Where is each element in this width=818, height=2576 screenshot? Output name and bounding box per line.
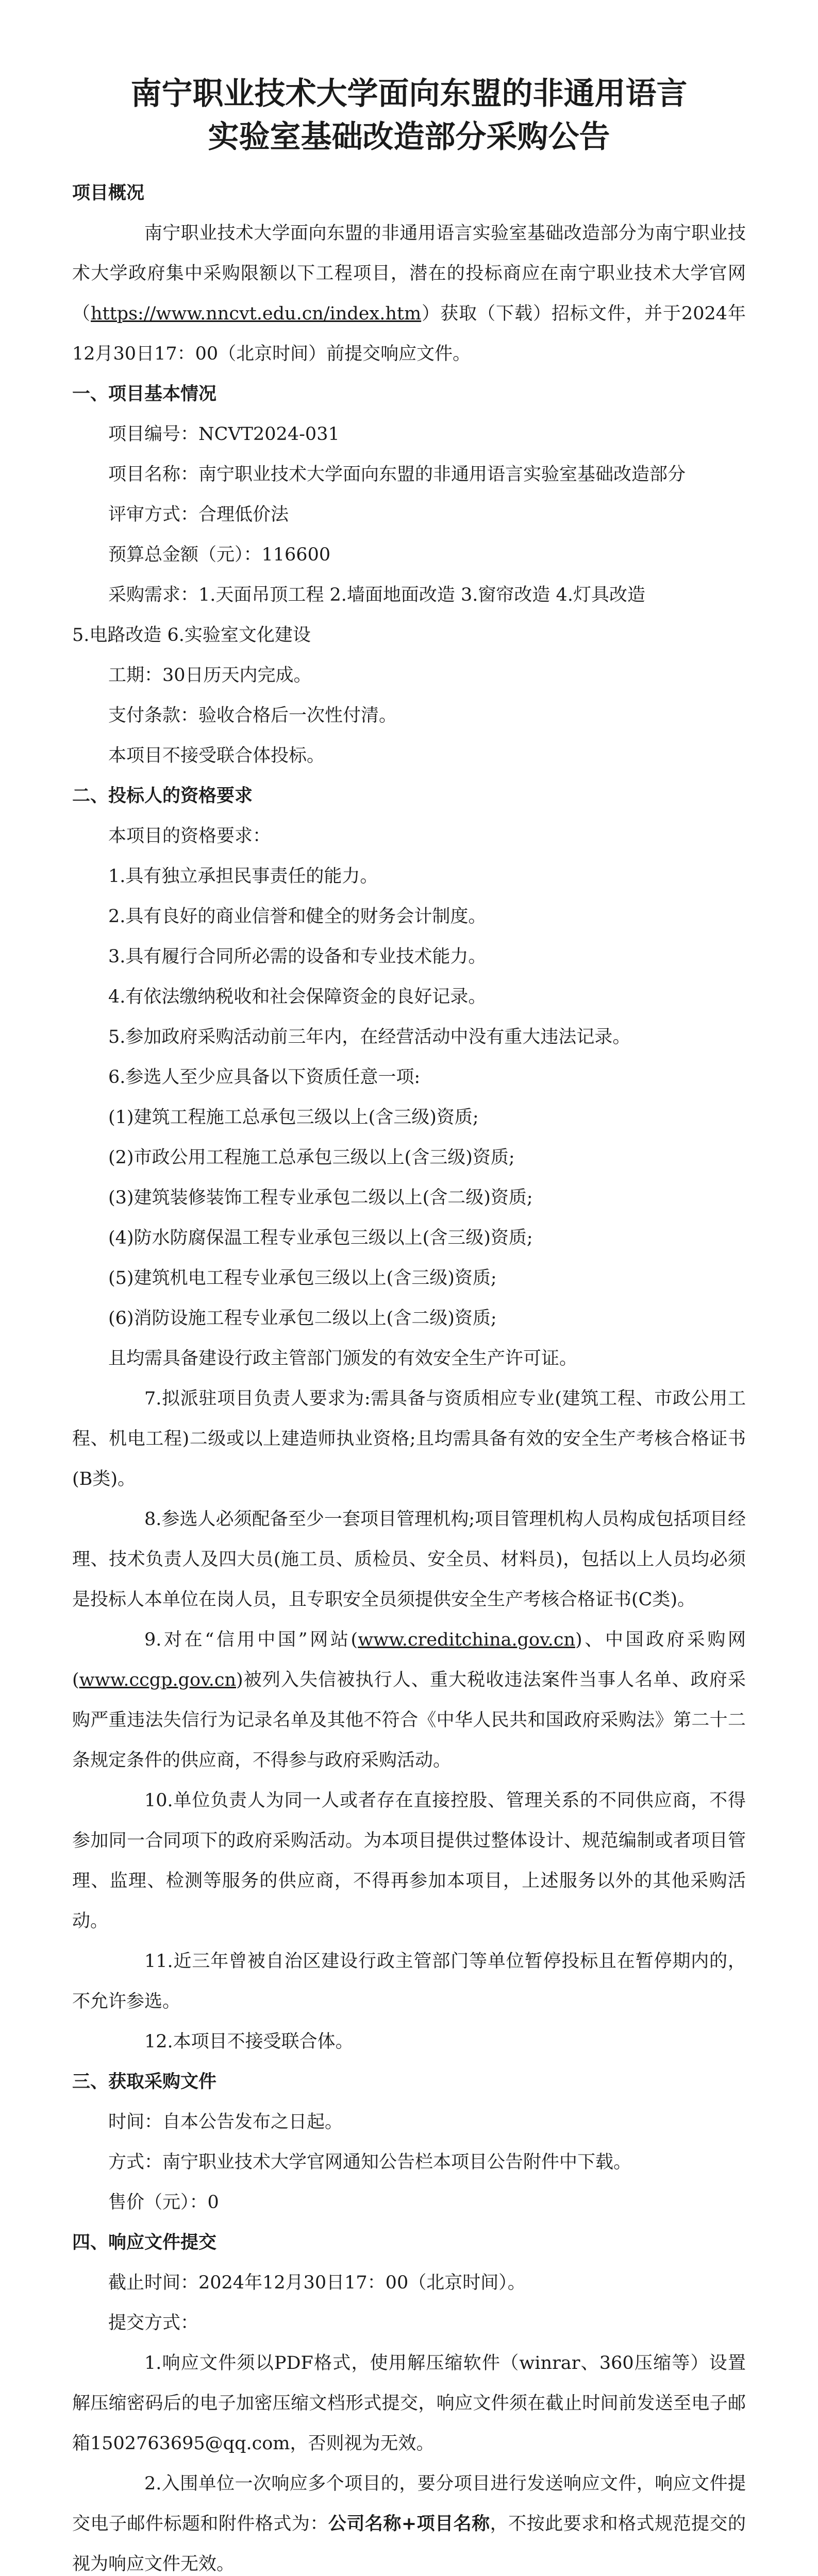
overview-text-a: 南宁职业技术大学面向东盟的非通用语言实验室基础改造部分为南宁职业技术大学政府集中采购限额以下工程项目，潜在的投标商应在南宁职业技术大学官网（ <box>72 223 746 324</box>
submission-method: 提交方式： <box>108 2313 199 2333</box>
submission-deadline: 截止时间：2024年12月30日17：00（北京时间）。 <box>108 2273 526 2293</box>
submission-rule-2 <box>72 2464 746 2576</box>
overview-heading: 项目概况 <box>72 183 145 204</box>
requirement-3: 3.具有履行合同所必需的设备和专业技术能力。 <box>108 946 487 967</box>
project-number: 项目编号：NCVT2024-031 <box>108 424 340 445</box>
project-name: 项目名称：南宁职业技术大学面向东盟的非通用语言实验室基础改造部分 <box>108 464 686 485</box>
payment-terms: 支付条款：验收合格后一次性付清。 <box>108 705 397 726</box>
submission-rule-1: 1.响应文件须以PDF格式，使用解压缩软件（winrar、360压缩等）设置解压缩密码后的电子加密压缩文档形式提交，响应文件须在截止时间前发送至电子邮箱1502763695@qq.com，否则视为无效。 <box>72 2353 746 2454</box>
section-3-heading: 三、获取采购文件 <box>72 2072 217 2092</box>
requirement-9 <box>72 1620 746 1781</box>
overview-url-link[interactable]: https://www.nncvt.edu.cn/index.htm <box>91 303 422 324</box>
requirement-9-text-a: 9.对在“信用中国”网站( <box>144 1630 358 1650</box>
qualification-item: (6)消防设施工程专业承包二级以上(含二级)资质; <box>108 1308 497 1329</box>
safety-license-note: 且均需具备建设行政主管部门颁发的有效安全生产许可证。 <box>108 1348 578 1369</box>
section-1-heading: 一、项目基本情况 <box>72 384 217 404</box>
procurement-needs: 采购需求：1.天面吊顶工程 2.墙面地面改造 3.窗帘改造 4.灯具改造 <box>108 585 645 605</box>
construction-period: 工期：30日历天内完成。 <box>108 665 312 686</box>
submission-rule-2-text-b: ，不按此要求和格式规范提交的视为响应文件无效。 <box>72 2514 746 2574</box>
qualification-intro: 本项目的资格要求： <box>108 826 271 846</box>
obtain-time: 时间：自本公告发布之日起。 <box>108 2112 343 2132</box>
qualification-item: (4)防水防腐保温工程专业承包三级以上(含三级)资质; <box>108 1228 533 1248</box>
requirement-9-text-b: )、中国政府采购网( <box>72 1630 746 1690</box>
ccgp-link[interactable]: www.ccgp.gov.cn <box>79 1670 237 1690</box>
requirement-12: 12.本项目不接受联合体。 <box>144 2031 354 2052</box>
qualification-item: (2)市政公用工程施工总承包三级以上(含三级)资质; <box>108 1147 515 1168</box>
requirement-9-text-c: )被列入失信被执行人、重大税收违法案件当事人名单、政府采购严重违法失信行为记录名单及其他不符合《中华人民共和国政府采购法》第二十二条规定条件的供应商，不得参与政府采购活动。 <box>72 1670 746 1771</box>
overview-text-b: ）获取（下载）招标文件，并于2024年12月30日17：00（北京时间）前提交响应文件。 <box>72 303 746 364</box>
title-line-1: 南宁职业技术大学面向东盟的非通用语言 <box>130 76 688 112</box>
submission-rule-2-text-a: 2.入围单位一次响应多个项目的，要分项目进行发送响应文件，响应文件提交电子邮件标题和附件格式为： <box>72 2473 746 2534</box>
requirement-4: 4.有依法缴纳税收和社会保障资金的良好记录。 <box>108 987 487 1007</box>
requirement-10: 10.单位负责人为同一人或者存在直接控股、管理关系的不同供应商，不得参加同一合同项下的政府采购活动。为本项目提供过整体设计、规范编制或者项目管理、监理、检测等服务的供应商，不得再参加本项目，上述服务以外的其他采购活动。 <box>72 1790 746 1931</box>
procurement-needs-continued: 5.电路改造 6.实验室文化建设 <box>72 625 311 646</box>
requirement-5: 5.参加政府采购活动前三年内，在经营活动中没有重大违法记录。 <box>108 1027 631 1047</box>
budget-total: 预算总金额（元）：116600 <box>108 545 331 565</box>
document-price: 售价（元）：0 <box>108 2192 219 2213</box>
section-4-heading: 四、响应文件提交 <box>72 2232 217 2253</box>
requirement-6: 6.参选人至少应具备以下资质任意一项: <box>108 1067 421 1088</box>
email-title-format: 公司名称+项目名称 <box>328 2514 490 2534</box>
qualification-item: (5)建筑机电工程专业承包三级以上(含三级)资质; <box>108 1268 497 1289</box>
section-2-heading: 二、投标人的资格要求 <box>72 786 253 806</box>
obtain-method: 方式：南宁职业技术大学官网通知公告栏本项目公告附件中下载。 <box>108 2152 632 2173</box>
requirement-7: 7.拟派驻项目负责人要求为:需具备与资质相应专业(建筑工程、市政公用工程、机电工程)二级或以上建造师执业资格;且均需具备有效的安全生产考核合格证书(B类)。 <box>72 1388 746 1489</box>
title-line-2: 实验室基础改造部分采购公告 <box>208 119 610 155</box>
review-method: 评审方式：合理低价法 <box>108 504 289 525</box>
creditchina-link[interactable]: www.creditchina.gov.cn <box>358 1630 575 1650</box>
qualification-item: (1)建筑工程施工总承包三级以上(含三级)资质; <box>108 1107 479 1128</box>
qualification-item: (3)建筑装修装饰工程专业承包二级以上(含二级)资质; <box>108 1188 533 1208</box>
no-consortium-note: 本项目不接受联合体投标。 <box>108 745 325 766</box>
requirement-1: 1.具有独立承担民事责任的能力。 <box>108 866 378 887</box>
overview-paragraph <box>72 213 746 374</box>
requirement-11: 11.近三年曾被自治区建设行政主管部门等单位暂停投标且在暂停期内的，不允许参选。 <box>72 1951 746 2012</box>
requirement-2: 2.具有良好的商业信誉和健全的财务会计制度。 <box>108 906 487 927</box>
page-title <box>72 72 746 159</box>
requirement-8: 8.参选人必须配备至少一套项目管理机构;项目管理机构人员构成包括项目经理、技术负责人及四大员(施工员、质检员、安全员、材料员)，包括以上人员均必须是投标人本单位在岗人员，且专职安全员须提供安全生产考核合格证书(C类)。 <box>72 1509 746 1610</box>
